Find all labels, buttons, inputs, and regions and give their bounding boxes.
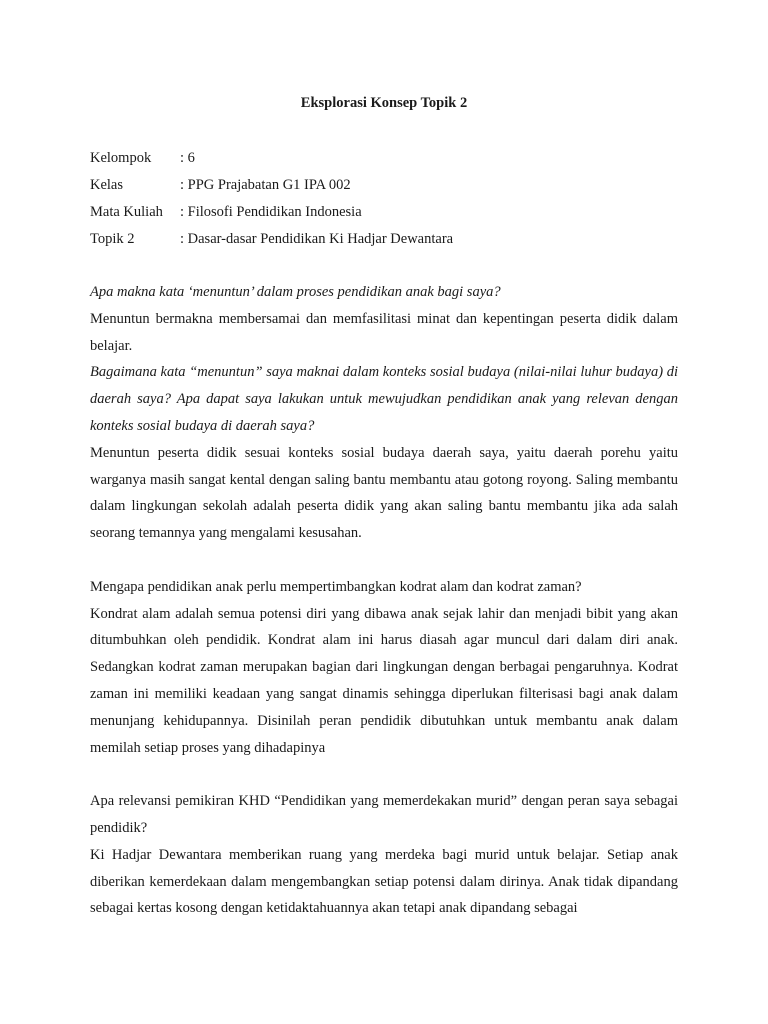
meta-value: : PPG Prajabatan G1 IPA 002 (180, 177, 351, 193)
paragraph-spacer (90, 547, 678, 574)
question-menuntun: Apa makna kata ‘menuntun’ dalam proses pendidikan anak bagi saya? (90, 284, 501, 300)
meta-row-kelas (90, 172, 678, 199)
meta-label: Mata Kuliah (90, 204, 163, 220)
answer-kodrat: Kondrat alam adalah semua potensi diri yang dibawa anak sejak lahir dan menjadi bibit yang akan ditumbuhkan oleh pendidik. Kondrat alam ini harus diasah agar muncul dari dalam diri anak. Sedangkan kodrat zaman merupakan bagian dari lingkungan dengan berbagai pengaruhnya. Kodrat zaman ini memiliki keadaan yang sangat dinamis sehingga diperlukan filterisasi bagi anak dalam menunjang kehidupannya. Disinilah peran pendidik dibutuhkan untuk membantu anak dalam memilah setiap proses yang dihadapinya (90, 605, 678, 756)
meta-row-mata-kuliah (90, 199, 678, 226)
meta-row-kelompok (90, 145, 678, 172)
meta-row-topik (90, 226, 678, 253)
document-body (90, 279, 678, 922)
document-title: Eksplorasi Konsep Topik 2 (300, 95, 468, 111)
answer-sosial-budaya: Menuntun peserta didik sesuai konteks sosial budaya daerah saya, yaitu daerah porehu yaitu warganya masih sangat kental dengan saling bantu membantu atau gotong royong. Saling membantu dalam lingkungan sekolah adalah peserta didik yang akan saling bantu membantu jika ada salah seorang temannya yang mengalami kesusahan. (90, 444, 678, 542)
question-relevansi-khd: Apa relevansi pemikiran KHD “Pendidikan yang memerdekakan murid” dengan peran saya sebagai pendidik? (90, 793, 678, 836)
question-kodrat: Mengapa pendidikan anak perlu mempertimbangkan kodrat alam dan kodrat zaman? (90, 578, 582, 595)
meta-label: Kelompok (90, 150, 152, 166)
question-sosial-budaya: Bagaimana kata “menuntun” saya maknai dalam konteks sosial budaya (nilai-nilai luhur budaya) di daerah saya? Apa dapat saya lakukan untuk mewujudkan pendidikan anak yang relevan dengan konteks sosial budaya di daerah saya? (90, 364, 678, 434)
meta-label: Kelas (90, 177, 124, 193)
answer-relevansi-khd: Ki Hadjar Dewantara memberikan ruang yang merdeka bagi murid untuk belajar. Setiap anak diberikan kemerdekaan dalam mengembangkan setiap potensi dalam dirinya. Anak tidak dipandang sebagai kertas kosong dengan ketidaktahuannya akan tetapi anak dipandang sebagai (90, 846, 678, 917)
meta-value: : 6 (180, 150, 195, 166)
meta-label: Topik 2 (90, 231, 135, 247)
paragraph-spacer (90, 761, 678, 788)
meta-value: : Filosofi Pendidikan Indonesia (180, 204, 362, 220)
meta-table (90, 145, 678, 253)
meta-value: : Dasar-dasar Pendidikan Ki Hadjar Dewantara (180, 231, 454, 247)
answer-menuntun: Menuntun bermakna membersamai dan memfasilitasi minat dan kepentingan peserta didik dalam belajar. (90, 310, 678, 354)
